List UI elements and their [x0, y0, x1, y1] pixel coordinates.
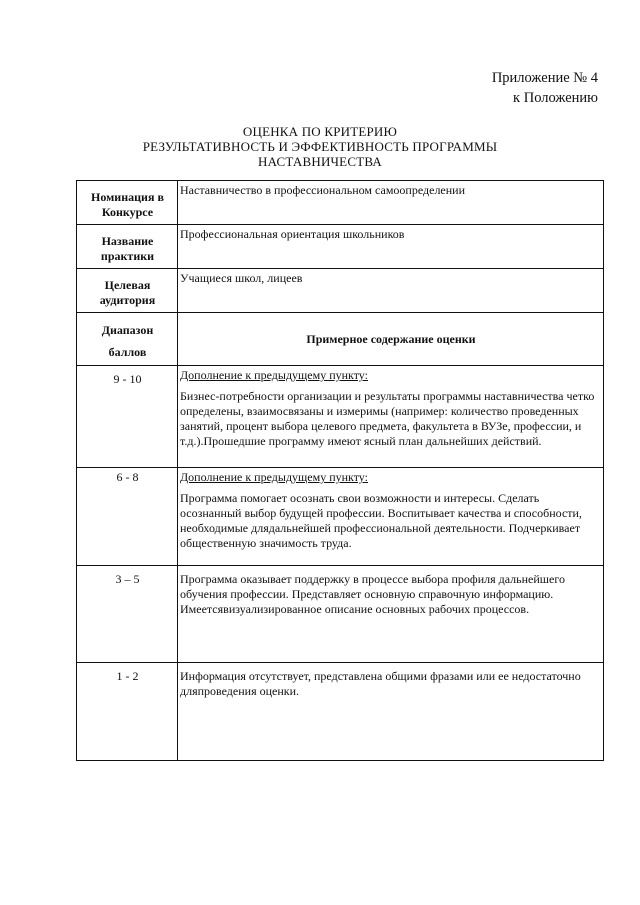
practice-name-value: Профессиональная ориентация школьников	[178, 225, 604, 269]
target-audience-value: Учащиеся школ, лицеев	[178, 269, 604, 313]
title-line-3: НАСТАВНИЧЕСТВА	[258, 154, 382, 169]
addition-note: Дополнение к предыдущему пункту:	[180, 368, 368, 382]
nomination-label: Номинация в Конкурсе	[77, 181, 178, 225]
score-range: 1 - 2	[77, 663, 178, 761]
score-range: 3 – 5	[77, 566, 178, 663]
description-text: Программа оказывает поддержку в процессе выбора профиля дальнейшего обучения профессии. Представляет основную справочную информацию. Имеетсявизуализированное описание основных рабочих процессов.	[180, 572, 565, 616]
score-row	[77, 468, 604, 566]
score-description	[178, 566, 604, 663]
target-audience-label: Целевая аудитория	[77, 269, 178, 313]
addition-note: Дополнение к предыдущему пункту:	[180, 470, 368, 484]
nomination-row	[77, 181, 604, 225]
score-range-header: Диапазон баллов	[77, 313, 178, 366]
target-audience-row	[77, 269, 604, 313]
score-description	[178, 663, 604, 761]
score-range: 6 - 8	[77, 468, 178, 566]
table-header-row	[77, 313, 604, 366]
evaluation-table	[76, 180, 604, 761]
score-range: 9 - 10	[77, 366, 178, 468]
practice-name-row	[77, 225, 604, 269]
title-line-2: РЕЗУЛЬТАТИВНОСТЬ И ЭФФЕКТИВНОСТЬ ПРОГРАММЫ	[142, 139, 498, 154]
description-text: Бизнес-потребности организации и результаты программы наставничества четко определены, взаимосвязаны и измеримы (например: количество проведенных занятий, процент выбора целевого предмета, факультета в ВУЗе, профессии, и т.д.).Прошедшие программу имеют ясный план дальнейших действий.	[180, 389, 595, 448]
nomination-value: Наставничество в профессиональном самоопределении	[178, 181, 604, 225]
practice-name-label: Название практики	[77, 225, 178, 269]
score-description	[178, 366, 604, 468]
description-text: Информация отсутствует, представлена общими фразами или ее недостаточно дляпроведения оценки.	[180, 669, 581, 698]
appendix-number: Приложение № 4	[491, 70, 598, 86]
assessment-content-header: Примерное содержание оценки	[178, 313, 604, 366]
description-text: Программа помогает осознать свои возможности и интересы. Сделать осознанный выбор будущей профессии. Воспитывает качества и способности, необходимые длядальнейшей профессиональной деятельности. Подчеркивает общественную значимость труда.	[180, 491, 582, 550]
score-row	[77, 663, 604, 761]
score-description	[178, 468, 604, 566]
score-row	[77, 566, 604, 663]
document-title	[0, 124, 640, 169]
appendix-regulation: к Положению	[513, 90, 598, 106]
title-line-1: ОЦЕНКА ПО КРИТЕРИЮ	[242, 124, 398, 139]
score-row	[77, 366, 604, 468]
appendix-reference	[492, 68, 598, 108]
